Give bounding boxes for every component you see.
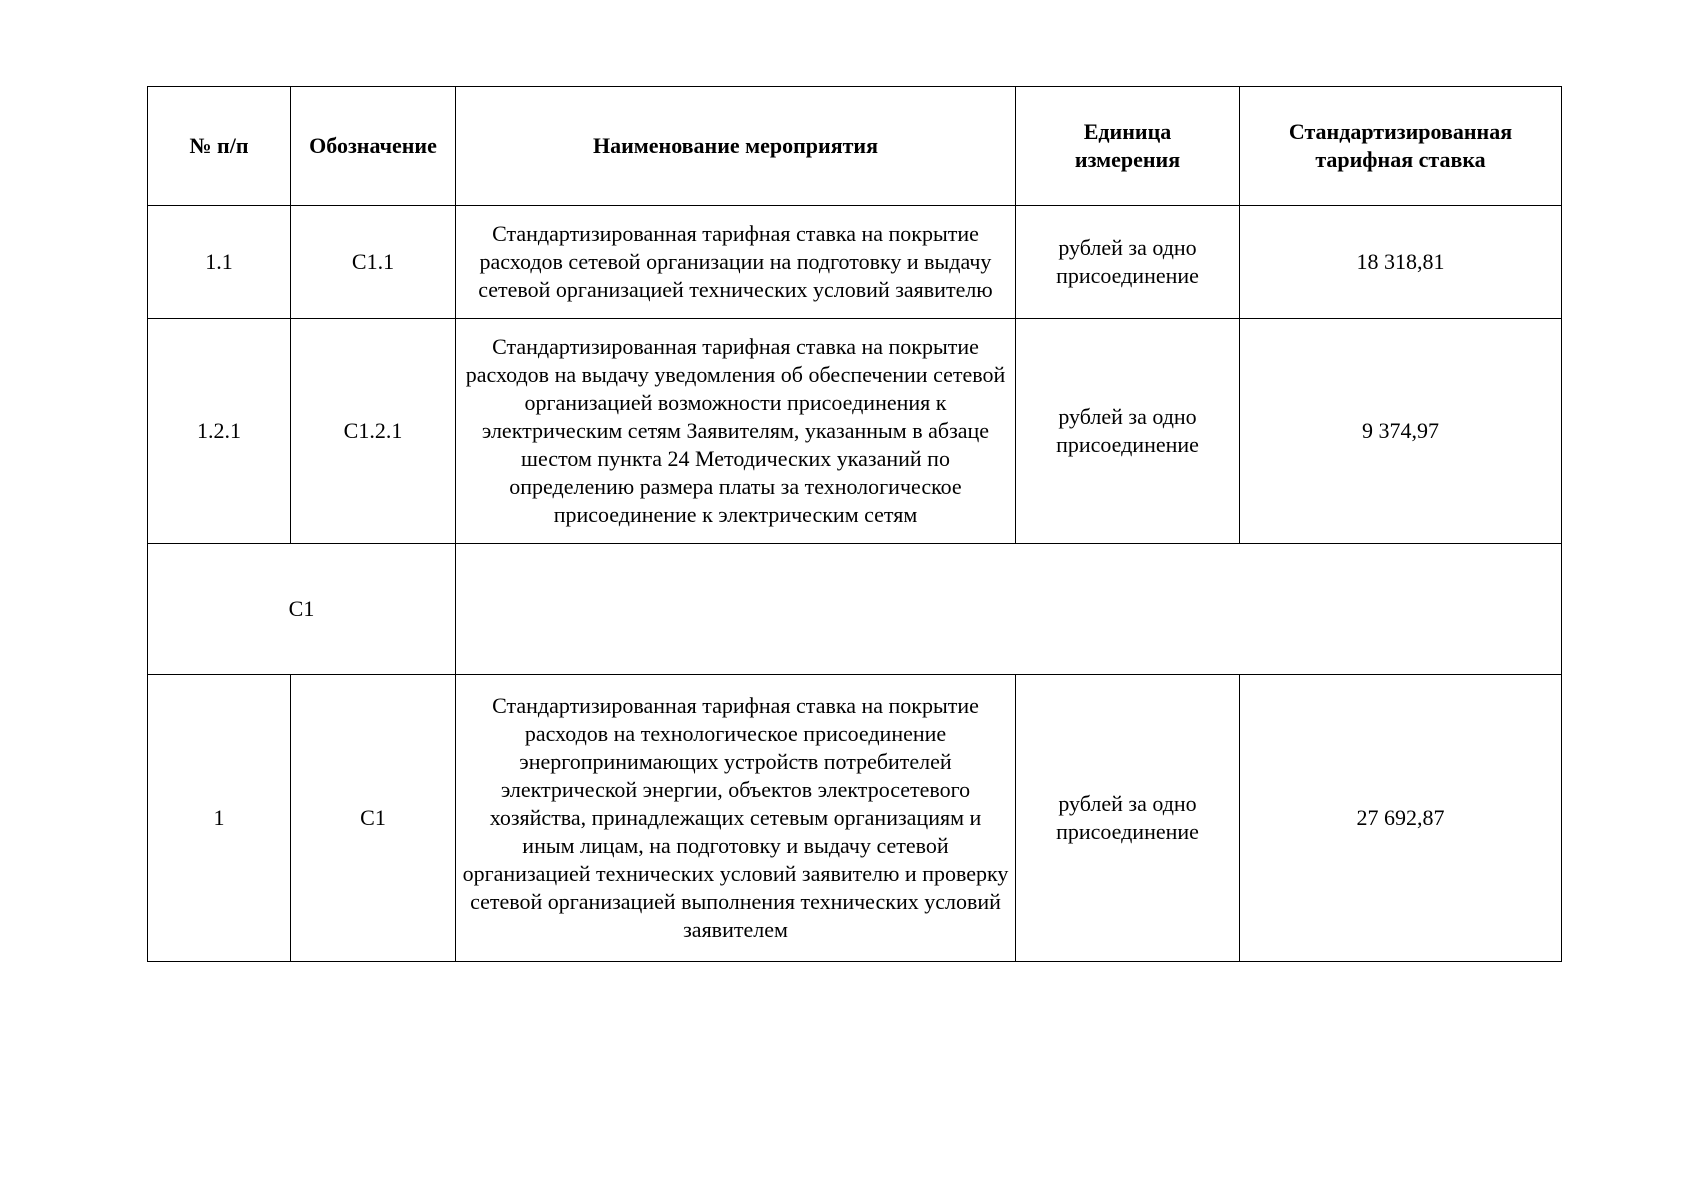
table-row	[148, 544, 1562, 675]
tariff-table	[147, 86, 1562, 962]
cell-num: 1.2.1	[148, 319, 291, 544]
cell-rate: 9 374,97	[1240, 319, 1562, 544]
cell-name: Стандартизированная тарифная ставка на покрытие расходов на выдачу уведомления об обеспечении сетевой организацией возможности присоединения к электрическим сетям Заявителям, указанным в абзаце шестом пункта 24 Методических указаний по определению размера платы за технологическое присоединение к электрическим сетям	[456, 319, 1016, 544]
header-rate-line1: Стандартизированная	[1288, 119, 1513, 144]
cell-unit	[1016, 675, 1240, 962]
header-unit-line2: измерения	[1074, 147, 1181, 172]
cell-merged-label: С1	[148, 544, 456, 675]
header-unit-line1: Единица	[1083, 119, 1172, 144]
header-name: Наименование мероприятия	[456, 87, 1016, 206]
cell-merged-content	[456, 544, 1562, 675]
cell-designation: С1	[291, 675, 456, 962]
cell-unit-line2: присоединение	[1056, 263, 1199, 288]
table-row	[148, 206, 1562, 319]
header-unit	[1016, 87, 1240, 206]
cell-unit	[1016, 319, 1240, 544]
cell-unit-line1: рублей за одно	[1058, 404, 1197, 429]
cell-designation: С1.2.1	[291, 319, 456, 544]
header-row	[148, 87, 1562, 206]
cell-name: Стандартизированная тарифная ставка на покрытие расходов сетевой организации на подготовку и выдачу сетевой организацией технических условий заявителю	[456, 206, 1016, 319]
cell-num: 1.1	[148, 206, 291, 319]
cell-name: Стандартизированная тарифная ставка на покрытие расходов на технологическое присоединение энергопринимающих устройств потребителей электрической энергии, объектов электросетевого хозяйства, принадлежащих сетевым организациям и иным лицам, на подготовку и выдачу сетевой организацией технических условий заявителю и проверку сетевой организацией выполнения технических условий заявителем	[456, 675, 1016, 962]
cell-unit-line2: присоединение	[1056, 432, 1199, 457]
cell-unit-line1: рублей за одно	[1058, 235, 1197, 260]
cell-unit-line1: рублей за одно	[1058, 791, 1197, 816]
cell-rate: 27 692,87	[1240, 675, 1562, 962]
cell-rate: 18 318,81	[1240, 206, 1562, 319]
cell-unit	[1016, 206, 1240, 319]
header-rate	[1240, 87, 1562, 206]
cell-designation: С1.1	[291, 206, 456, 319]
header-designation: Обозначение	[291, 87, 456, 206]
header-rate-line2: тарифная ставка	[1315, 147, 1486, 172]
cell-num: 1	[148, 675, 291, 962]
cell-unit-line2: присоединение	[1056, 819, 1199, 844]
table-row	[148, 675, 1562, 962]
header-num: № п/п	[148, 87, 291, 206]
table-row	[148, 319, 1562, 544]
